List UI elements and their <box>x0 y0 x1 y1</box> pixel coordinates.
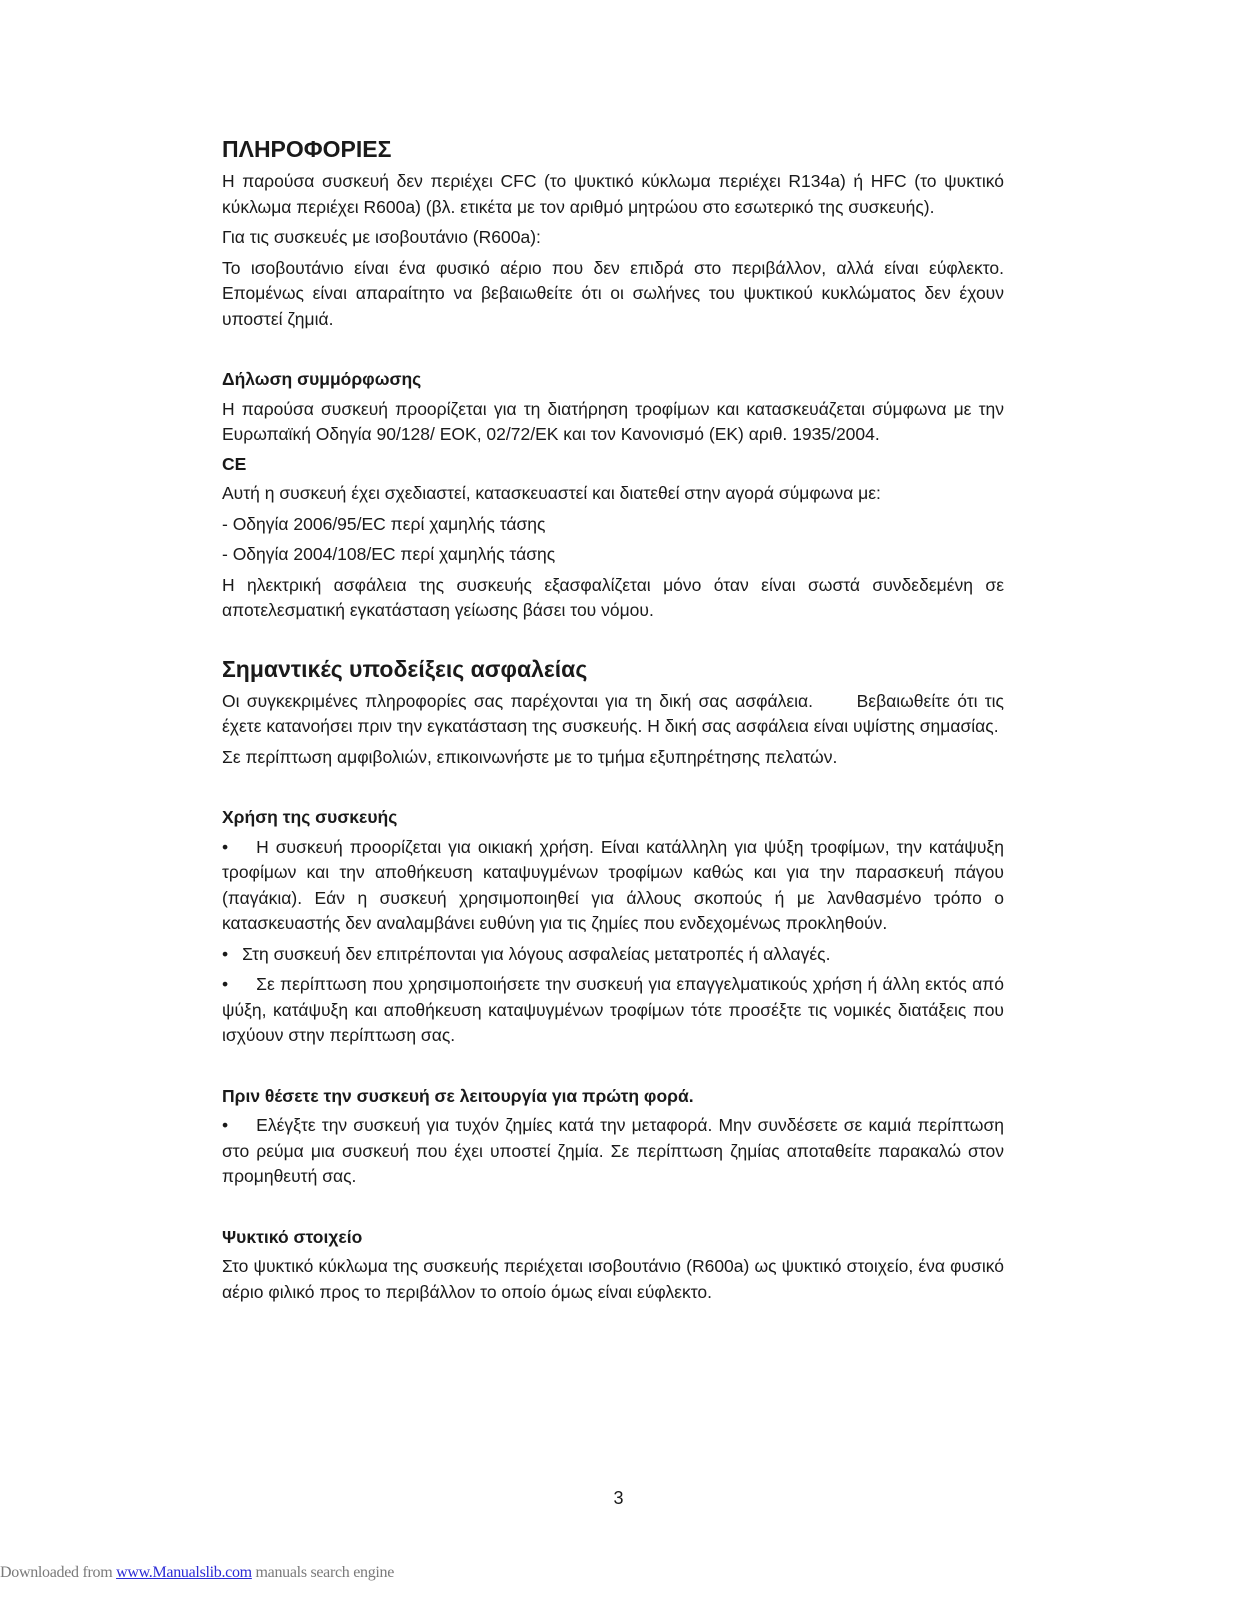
info-heading: ΠΛΗΡΟΦΟΡΙΕΣ <box>222 136 392 162</box>
safety-paragraph-2: Σε περίπτωση αμφιβολιών, επικοινωνήστε με το τμήμα εξυπηρέτησης πελατών. <box>222 746 838 767</box>
ce-label: CE <box>222 453 247 474</box>
usage-bullet-3 <box>222 972 1004 1049</box>
compliance-paragraph-1: Η παρούσα συσκευή προορίζεται για τη διατήρηση τροφίμων και κατασκευάζεται σύμφωνα με την Ευρωπαϊκή Οδηγία 90/128/ ΕΟΚ, 02/72/ΕΚ και τον Κανονισμό (ΕΚ) αριθ. 1935/2004. <box>222 398 1004 444</box>
document-page <box>222 134 1009 1305</box>
info-paragraph-3: Το ισοβουτάνιο είναι ένα φυσικό αέριο που δεν επιδρά στο περιβάλλον, αλλά είναι εύφλεκτο. Επομένως είναι απαραίτητο να βεβαιωθείτε ότι οι σωλήνες του ψυκτικού κυκλώματος δεν έχουν υποστεί ζημιά. <box>222 257 1004 329</box>
bullet-icon: • <box>222 836 229 857</box>
refrigerant-paragraph-1: Στο ψυκτικό κύκλωμα της συσκευής περιέχεται ισοβουτάνιο (R600a) ως ψυκτικό στοιχείο, ένα φυσικό αέριο φιλικό προς το περιβάλλον το οποίο όμως είναι εύφλεκτο. <box>222 1256 1004 1302</box>
bullet-icon: • <box>222 1115 229 1135</box>
safety-paragraph-1: Οι συγκεκριμένες πληροφορίες σας παρέχονται για τη δική σας ασφάλεια. Βεβαιωθείτε ότι τις έχετε κατανοήσει πριν την εγκατάσταση της συσκευής. Η δική σας ασφάλεια είναι υψίστης σημασίας. <box>222 690 1009 736</box>
bullet-icon: • <box>222 943 229 964</box>
info-paragraph-2: Για τις συσκευές με ισοβουτάνιο (R600a): <box>222 227 541 247</box>
compliance-heading: Δήλωση συμμόρφωσης <box>222 369 422 389</box>
usage-bullet-2-text: Στη συσκευή δεν επιτρέπονται για λόγους ασφαλείας μετατροπές ή αλλαγές. <box>242 943 831 964</box>
bullet-icon: • <box>222 974 229 994</box>
page-number: 3 <box>613 1488 624 1508</box>
compliance-paragraph-3: Η ηλεκτρική ασφάλεια της συσκευής εξασφαλίζεται μόνο όταν είναι σωστά συνδεδεμένη σε αποτελεσματική εγκατάσταση γείωσης βάσει του νόμου. <box>222 574 1004 620</box>
usage-bullet-1-text: Η συσκευή προορίζεται για οικιακή χρήση. Είναι κατάλληλη για ψύξη τροφίμων, την κατάψυξη τροφίμων και την αποθήκευση καταψυγμένων τροφίμων καθώς και για την παρασκευή πάγου (παγάκια). Εάν η συσκευή χρησιμοποιηθεί για άλλους σκοπούς ή με λανθασμένο τρόπο ο κατασκευαστής δεν αναλαμβάνει ευθύνη για τις ζημίες που ενδεχομένως προκληθούν. <box>222 836 1004 933</box>
compliance-paragraph-2: Αυτή η συσκευή έχει σχεδιαστεί, κατασκευαστεί και διατεθεί στην αγορά σύμφωνα με: <box>222 483 881 503</box>
safety-heading: Σημαντικές υποδείξεις ασφαλείας <box>222 655 588 682</box>
first-use-heading: Πριν θέσετε την συσκευή σε λειτουργία για πρώτη φορά. <box>222 1085 694 1106</box>
download-footer <box>0 1564 394 1582</box>
usage-bullet-1 <box>222 835 1004 937</box>
directive-item-1: - Οδηγία 2006/95/EC περί χαμηλής τάσης <box>222 513 546 534</box>
refrigerant-heading: Ψυκτικό στοιχείο <box>222 1226 363 1247</box>
manualslib-link[interactable]: www.Manualslib.com <box>116 1564 252 1581</box>
info-paragraph-1: Η παρούσα συσκευή δεν περιέχει CFC (το ψυκτικό κύκλωμα περιέχει R134a) ή HFC (το ψυκτικό κύκλωμα περιέχει R600a) (βλ. ετικέτα με τον αριθμό μητρώου στο εσωτερικό της συσκευής). <box>222 171 1004 217</box>
footer-suffix: manuals search engine <box>251 1564 395 1581</box>
directive-item-2: - Οδηγία 2004/108/EC περί χαμηλής τάσης <box>222 544 556 564</box>
first-use-bullet-1 <box>222 1113 1004 1190</box>
footer-prefix: Downloaded from <box>0 1564 117 1581</box>
usage-heading: Χρήση της συσκευής <box>222 807 398 827</box>
usage-bullet-2 <box>222 942 1004 968</box>
usage-bullet-3-text: Σε περίπτωση που χρησιμοποιήσετε την συσκευή για επαγγελματικούς χρήση ή άλλη εκτός από ψύξη, κατάψυξη και αποθήκευση καταψυγμένων τροφίμων τότε προσέξτε τις νομικές διατάξεις που ισχύουν στην περίπτωση σας. <box>222 974 1004 1045</box>
first-use-bullet-1-text: Ελέγξτε την συσκευή για τυχόν ζημίες κατά την μεταφορά. Μην συνδέσετε σε καμιά περίπτωση στο ρεύμα μια συσκευή που έχει υποστεί ζημία. Σε περίπτωση ζημίας αποταθείτε παρακαλώ στον προμηθευτή σας. <box>222 1115 1004 1186</box>
